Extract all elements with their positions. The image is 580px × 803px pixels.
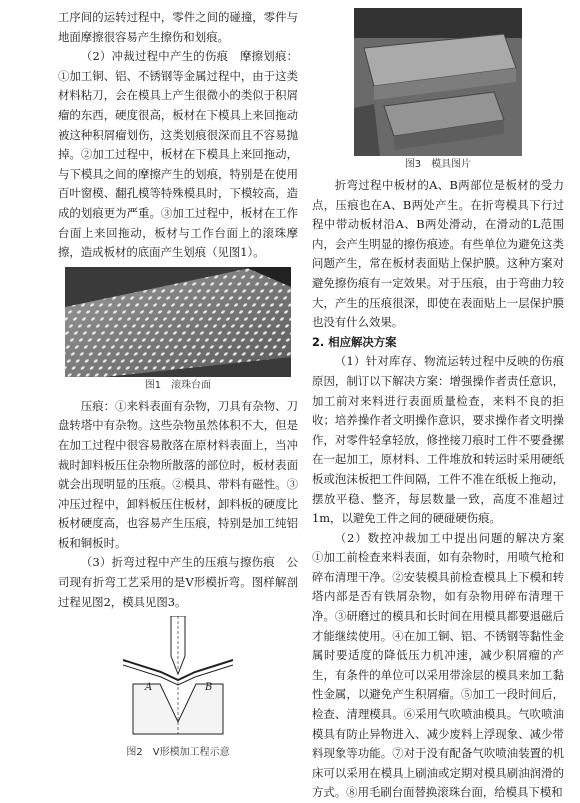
paragraph-bending: （3）折弯过程中产生的压痕与擦伤痕 公司现有折弯工艺采用的是V形模折弯。图样解剖过程见图2，模具见图3。 [58, 555, 298, 609]
section-heading: 2. 相应解决方案 [312, 334, 397, 349]
figure-3 [312, 8, 564, 172]
figure-2-caption: 图2 V形模加工程示意 [126, 747, 230, 759]
die-photo [354, 8, 522, 156]
v-die-diagram [103, 616, 253, 744]
ball-table-photo [65, 267, 291, 377]
label-a: A [145, 682, 153, 694]
paragraph-blanking-scratches: （2）冲裁过程中产生的伤痕 摩擦划痕：①加工铜、铝、不锈钢等金属过程中，由于这类材料粘刀，会在模具上产生很微小的类似于积屑瘤的东西，硬度很高，板材在下模具上来回拖动被这种积屑瘤划伤，这类划痕很深而且不容易抛掉。②加工过程中，板材在下模具上来回拖动，与下模具之间的摩擦产生的划痕，特别是在使用百叶窗模、翻孔模等特殊模具时，下模较高，造成的划痕更为严重。③加工过程中，板材在工作台面上来回拖动，板材与工作台面上的滚珠摩擦，造成板材的底面产生划痕（见图1）。 [58, 49, 298, 260]
paragraph-bending-analysis: 折弯过程中板材的A、B两部位是板材的受力点，压痕也在A、B两处产生。在折弯模具下行过程中带动板材沿A、B两处滑动，在滑动的L范围内，会产生明显的擦伤痕迹。有些单位为避免这类问题产生，常在板材表面贴上保护膜。这种方案对避免擦伤痕有一定效果。对于压痕，由于弯曲力较大，产生的压痕很深，即使在表面贴上一层保护膜也没有什么效果。 [312, 178, 564, 330]
paragraph-solution-1: （1）针对库存、物流运转过程中反映的伤痕原因，制订以下解决方案：增强操作者责任意识，加工前对来料进行表面质量检查，来料不良的拒收；培养操作者文明操作意识，要求操作者文明操作，对零件轻拿轻放，修挫接刀痕时工件不要叠摞在一起加工，原材料、工件堆放和转运时采用硬纸板或泡沫板把工件间隔，工件不准在纸板上拖动，摆放平稳、整齐，每层数量一致，高度不准超过1m，以避免工件之间的硬碰硬伤痕。 [312, 354, 564, 526]
left-column [58, 8, 298, 764]
paragraph-indentation: 压痕：①来料表面有杂物，刀具有杂物、刀盘转塔中有杂物。这些杂物虽然体积不大，但是在加工过程中很容易散落在原材料表面上，当冲裁时卸料板压住杂物所散落的部位时，板材表面就会出现明显的压痕。②模具、带料有磁性。③冲压过程中，卸料板压住板材，卸料板的硬度比板材硬度高，也容易产生压痕，特别是加工纯铝板和铜板时。 [58, 398, 298, 550]
label-b: B [205, 682, 213, 694]
figure-3-caption: 图3 模具图片 [404, 159, 472, 170]
figure-1-caption: 图1 滚珠台面 [144, 379, 212, 391]
figure-2 [58, 616, 298, 760]
figure-1 [58, 267, 298, 393]
paragraph-solution-2: （2）数控冲裁加工中提出问题的解决方案 ①加工前检查来料表面，如有杂物时，用喷气枪和碎布清理干净。②安装模具前检查模具上下模和转塔内部是否有铁屑杂物，如有杂物用碎布清理干净。③研磨过的模具和长时间在用模具都要退磁后才能继续使用。④在加工铜、铝、不锈钢等黏性金属时要适度的降低压力机冲速，减少积屑瘤的产生，有条件的单位可以采用带涂层的模具来加工黏性金属，以避免产生积屑瘤。⑤加工一段时间后，检查、清理模具。⑥采用气吹喷油模具。气吹喷油模具有防止异物进入、减少废料上浮现象、减少带料现象等功能。⑦对于没有配备气吹喷油装置的机床可以采用在模具上刷油或定期对模具刷油润滑的方式。⑧用毛刷台面替换滚珠台面，给模具下模和 [312, 530, 576, 800]
right-column [312, 8, 576, 803]
paragraph-intro: 工序间的运转过程中，零件之间的碰撞，零件与地面摩擦很容易产生擦伤和划痕。 [58, 10, 298, 44]
